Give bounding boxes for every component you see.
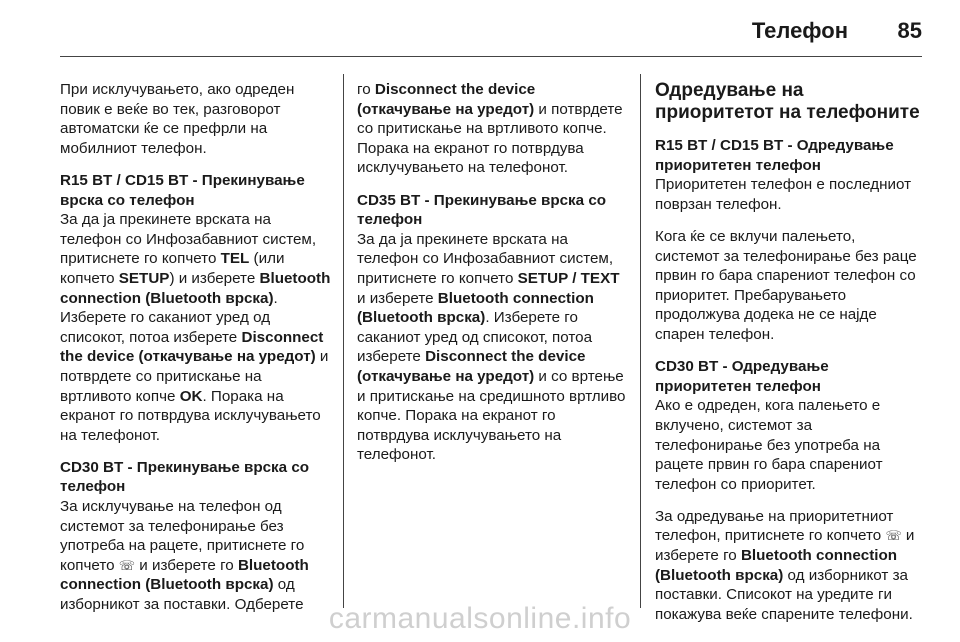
column-3 (655, 80, 923, 637)
section-body-r15-priority-1: Приоритетен телефон е последниот поврзан телефон. (655, 176, 912, 213)
section-heading-cd35-disconnect: CD35 BT - Прекинување врска со телефон (357, 191, 607, 229)
phone-keypad-icon: ☏ (118, 557, 136, 573)
menu-bluetooth-connection: Bluetooth connection (Bluetooth врска) (60, 556, 309, 594)
setup-text-key-label: SETUP / TEXT (517, 269, 620, 287)
page-header (0, 0, 960, 60)
section-body-cd35-disconnect: За да ја прекинете врската на телефон со Инфозабавниот систем, притиснете го копчето SETUP / TEXT и изберете Bluetooth connection (Bluetooth врска). Изберете го саканиот уред од списокот, потоа изберете Disconnect the device (откачување на уредот) и со вртење и притискање на средишното вртливо копче. Порака на екранот го потврдува исклучувањето на телефонот. (357, 230, 626, 464)
section-body-cd30-disconnect: За исклучување на телефон од системот за телефонирање без употреба на рацете, притиснете го копчето ☏ и изберете го Bluetooth connection (Bluetooth врска) од изборникот за поставки. Одберете (60, 498, 309, 614)
continued-paragraph: го Disconnect the device (откачување на уредот) и потврдете со притискање на вртливото копче. Порака на екранот го потврдува исклучувањето на телефонот. (357, 81, 623, 177)
watermark: carmanualsonline.info (328, 602, 632, 635)
section-heading-cd30-priority: CD30 BT - Одредување приоритетен телефон (655, 358, 829, 395)
section-heading-r15-disconnect: R15 BT / CD15 BT - Прекинување врска со телефон (60, 171, 305, 209)
section-heading-cd30-disconnect: CD30 BT - Прекинување врска со телефон (60, 458, 310, 496)
phone-keypad-icon: ☏ (885, 528, 902, 544)
section-heading-r15-priority: R15 BT / CD15 BT - Одредување приоритетен телефон (655, 137, 894, 174)
intro-paragraph: При исклучувањето, ако одреден повик е веќе во тек, разговорот автоматски ќе се префрли на мобилниот телефон. (60, 81, 295, 157)
menu-bluetooth-connection: Bluetooth connection (Bluetooth врска) (357, 289, 594, 327)
ok-key-label: OK (179, 387, 203, 405)
section-body-r15-priority-2: Кога ќе се вклучи палењето, системот за телефонирање без раце првин го бара спарениот телефон со приоритет. Пребарувањето продолжува додека не се најде спарен телефон. (655, 227, 917, 343)
section-body-cd30-priority-2: За одредување на приоритетниот телефон, притиснете го копчето ☏ и изберете го Bluetooth connection (Bluetooth врска) од изборникот за поставки. Списокот на уредите ги покажува веќе спарените телефони. (655, 507, 915, 623)
page-title: Телефон (751, 18, 848, 43)
setup-key-label: SETUP (118, 269, 170, 287)
page-number: 85 (897, 18, 922, 43)
section-body-cd30-priority-1: Ако е одреден, кога палењето е вклучено, системот за телефонирање без употреба на рацете првин го бара спарениот телефон со приоритет. (655, 397, 883, 493)
column-1 (60, 80, 334, 627)
menu-bluetooth-connection: Bluetooth connection (Bluetooth врска) (60, 269, 331, 307)
menu-disconnect-device: Disconnect the device (откачување на уредот) (357, 348, 586, 385)
column-divider-2 (640, 74, 641, 608)
section-body-r15-disconnect: За да ја прекинете врската на телефон со Инфозабавниот систем, притиснете го копчето TEL (или копчето SETUP) и изберете Bluetooth connection (Bluetooth врска). Изберете го саканиот уред од списокот, потоа изберете Disconnect the device (откачување на уредот) и потврдете со притискање на вртливото копче OK. Порака на екранот го потврдува исклучувањето на телефонот. (60, 211, 331, 444)
column-divider-1 (343, 74, 344, 608)
menu-bluetooth-connection: Bluetooth connection (Bluetooth врска) (655, 547, 898, 584)
header-rule (60, 56, 922, 57)
column-2 (357, 80, 629, 477)
tel-key-label: TEL (220, 250, 250, 268)
menu-disconnect-device: Disconnect the device (откачување на уредот) (357, 81, 536, 118)
main-heading-priority: Одредување на приоритетот на телефоните (655, 80, 920, 123)
menu-disconnect-device: Disconnect the device (откачување на уредот) (60, 328, 324, 366)
